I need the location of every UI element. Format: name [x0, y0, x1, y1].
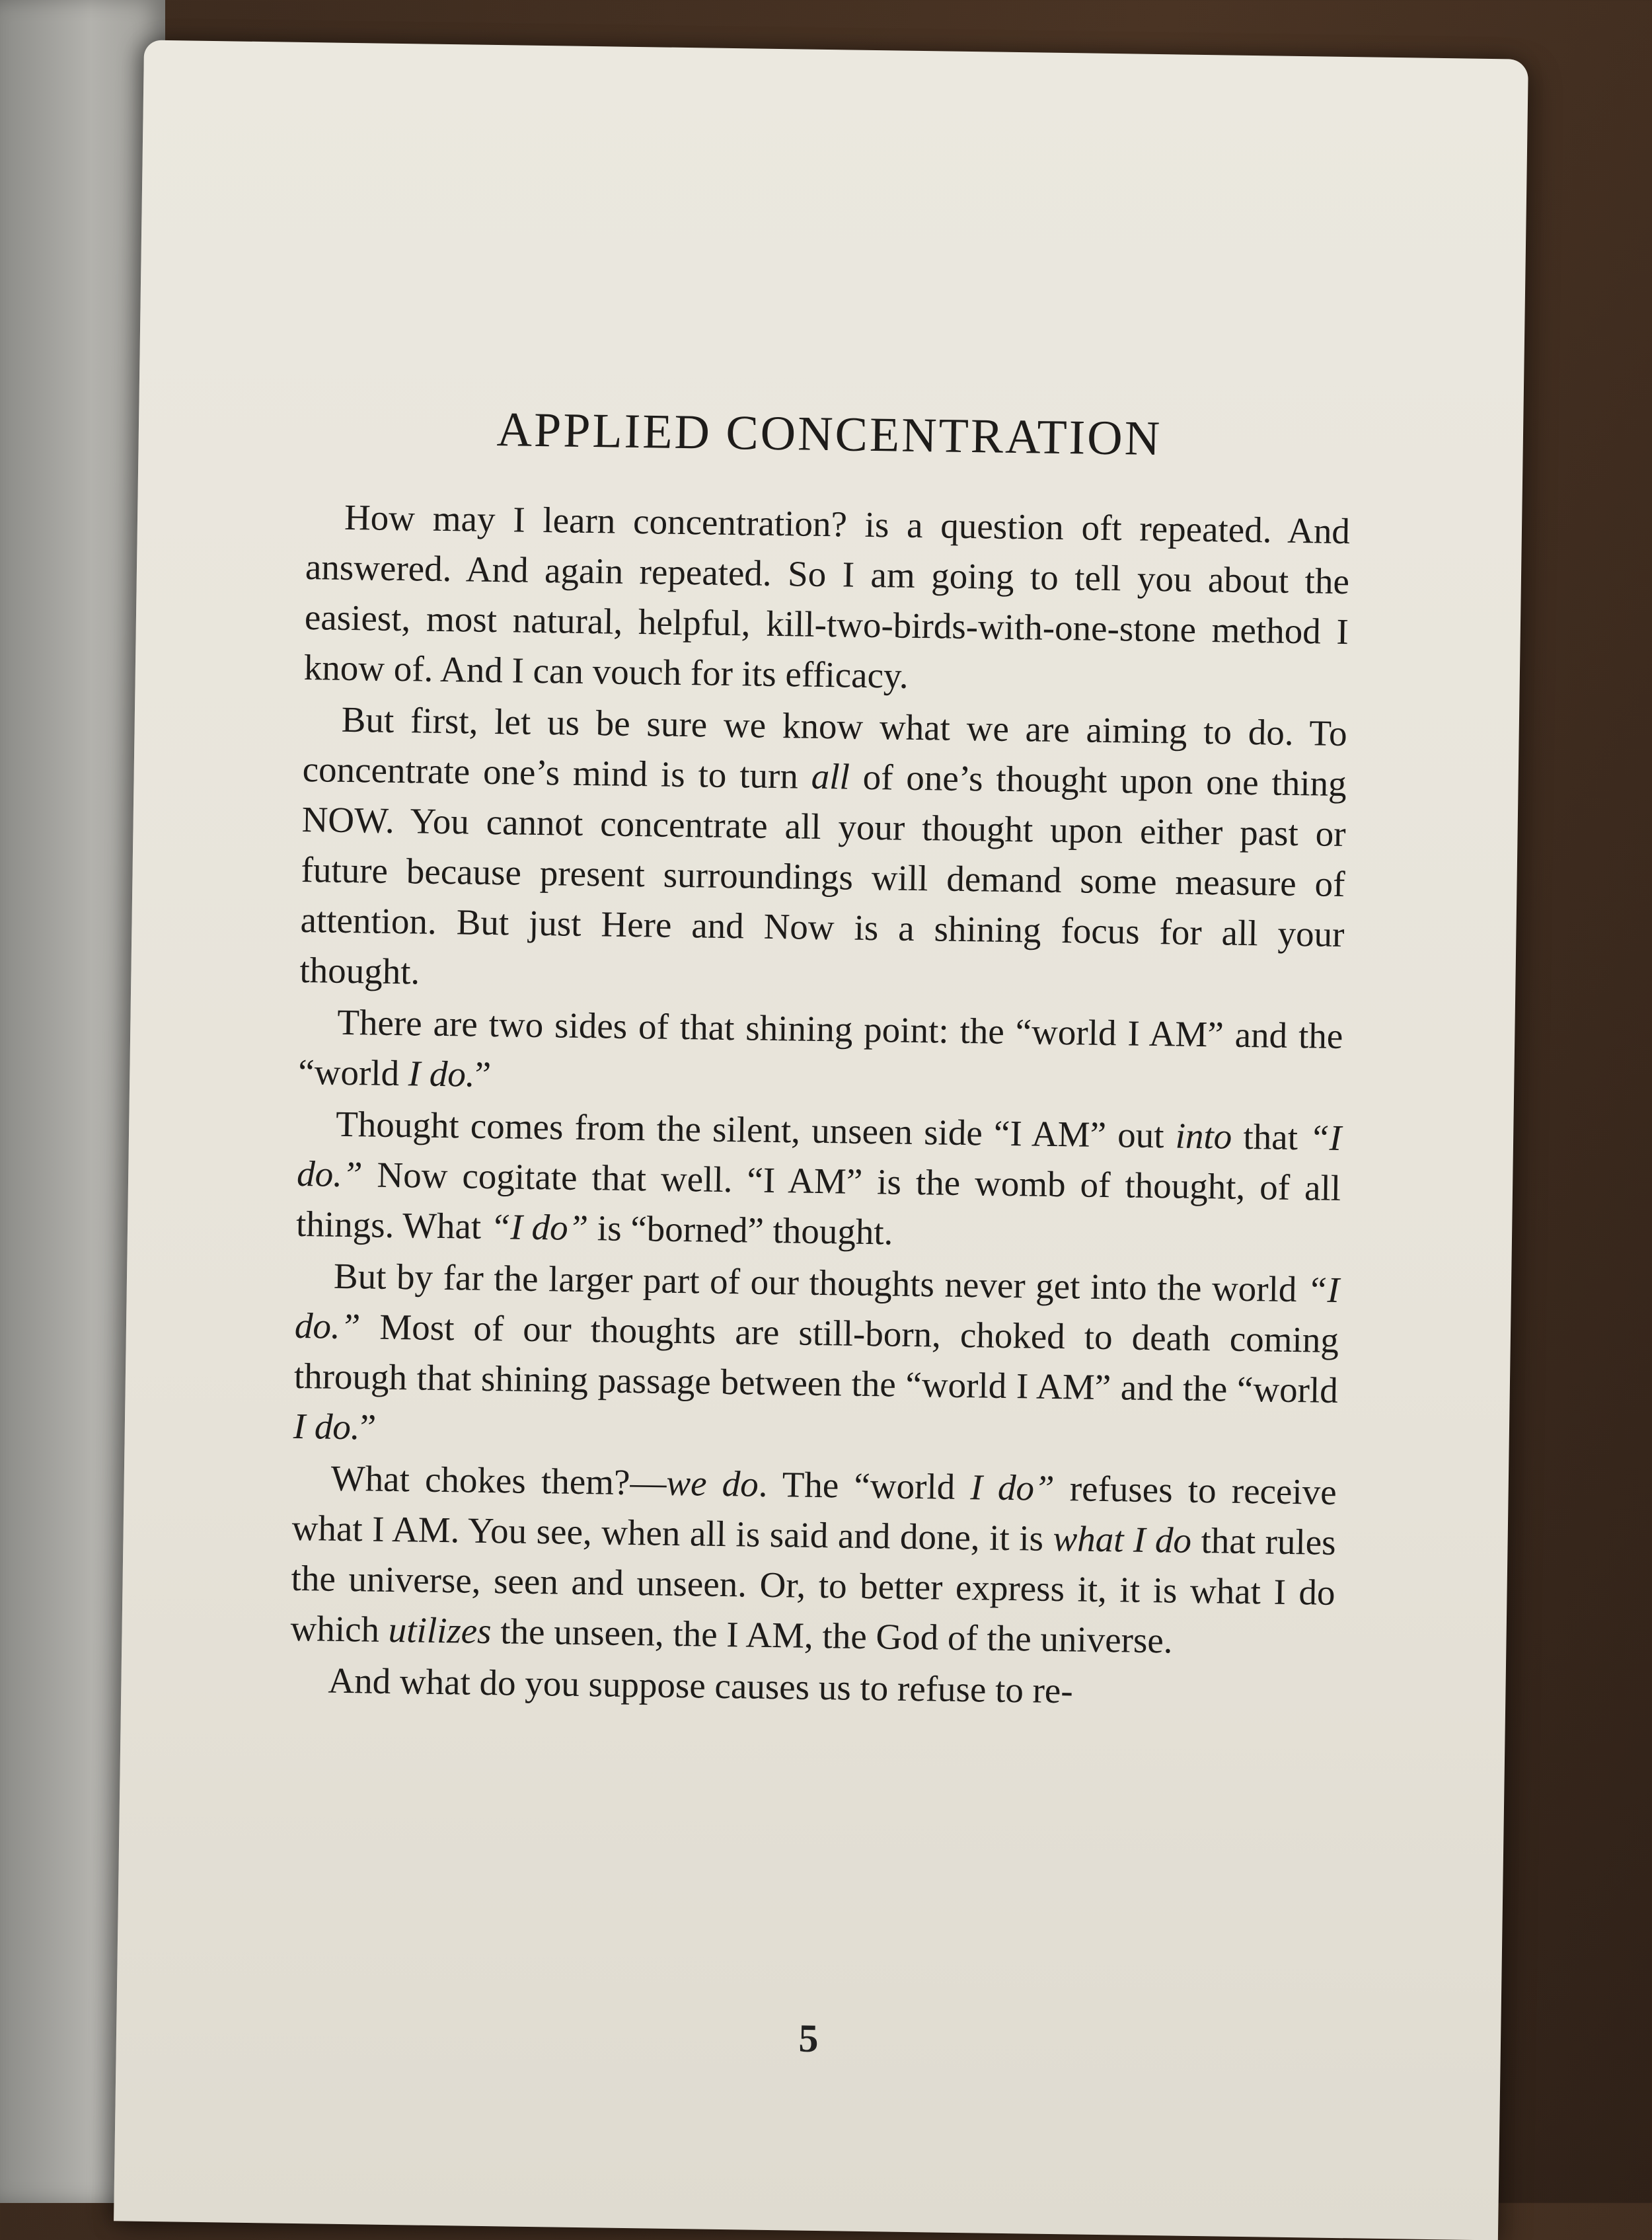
italic-run: “I do”	[490, 1206, 589, 1249]
text-run: How may I learn concentration? is a question oft repeated. And answered. And again repeated. So I am going to tell you about the easiest, most natural, helpful, kill-two-birds-with-one-stone method I know of. And I can vouch for its efficacy.	[303, 496, 1351, 696]
paragraph	[293, 1251, 1339, 1466]
italic-run: “I do.”	[296, 1117, 1342, 1195]
italic-run: utilizes	[388, 1609, 492, 1652]
text-run: that rules the universe, seen and unseen. Or, to better express it, it is what I do which	[290, 1520, 1337, 1650]
paragraph	[296, 1099, 1342, 1264]
italic-run: I do.	[293, 1405, 361, 1448]
text-run: Now cogitate that well. “I AM” is the womb of thought, of all things. What	[295, 1154, 1341, 1247]
paragraph	[298, 997, 1343, 1112]
body-text	[289, 492, 1350, 1720]
page-number: 5	[798, 2016, 819, 2061]
paragraph	[299, 694, 1347, 1010]
text-run: of one’s thought upon one thing NOW. You cannot concentrate all your thought upon either past or future because present surroundings will demand some measure of attention. But just Here and Now is a shining focus for all your thought.	[299, 756, 1347, 992]
italic-run: “I do.”	[294, 1269, 1340, 1347]
italic-run: what I do	[1053, 1518, 1192, 1561]
italic-run: I do”	[970, 1467, 1055, 1508]
text-run: ”	[359, 1407, 377, 1448]
text-run: There are two sides of that shining point: the “world I AM” and the “world	[297, 1001, 1343, 1094]
text-run: that	[1231, 1116, 1310, 1158]
paragraph	[303, 492, 1350, 707]
italic-run: I do.	[408, 1053, 476, 1095]
italic-run: into	[1175, 1115, 1232, 1157]
text-run: refuses to receive what I AM. You see, when all is said and done, it is	[291, 1467, 1337, 1559]
italic-run: we do	[666, 1462, 759, 1504]
text-run: But first, let us be sure we know what we are aiming to do. To concentrate one’s mind is to turn	[302, 699, 1348, 796]
italic-run: all	[811, 755, 850, 797]
text-run: Most of our thoughts are still-born, choked to death coming through that shining passage between the “world I AM” and the “world	[293, 1306, 1339, 1410]
page-content	[289, 399, 1351, 1721]
chapter-title: APPLIED CONCENTRATION	[496, 403, 1162, 467]
text-run: And what do you suppose causes us to refuse to re-	[328, 1660, 1074, 1711]
text-run: ”	[474, 1054, 492, 1095]
book-page	[114, 40, 1528, 2240]
text-run: Thought comes from the silent, unseen side “I AM” out	[335, 1103, 1176, 1156]
text-run: is “borned” thought.	[587, 1208, 893, 1253]
text-run: the unseen, the I AM, the God of the universe.	[491, 1611, 1173, 1661]
paragraph	[290, 1453, 1337, 1668]
text-run: But by far the larger part of our thoughts never get into the world	[333, 1255, 1308, 1310]
text-run: What chokes them?—	[330, 1457, 667, 1503]
text-run: . The “world	[758, 1463, 971, 1508]
